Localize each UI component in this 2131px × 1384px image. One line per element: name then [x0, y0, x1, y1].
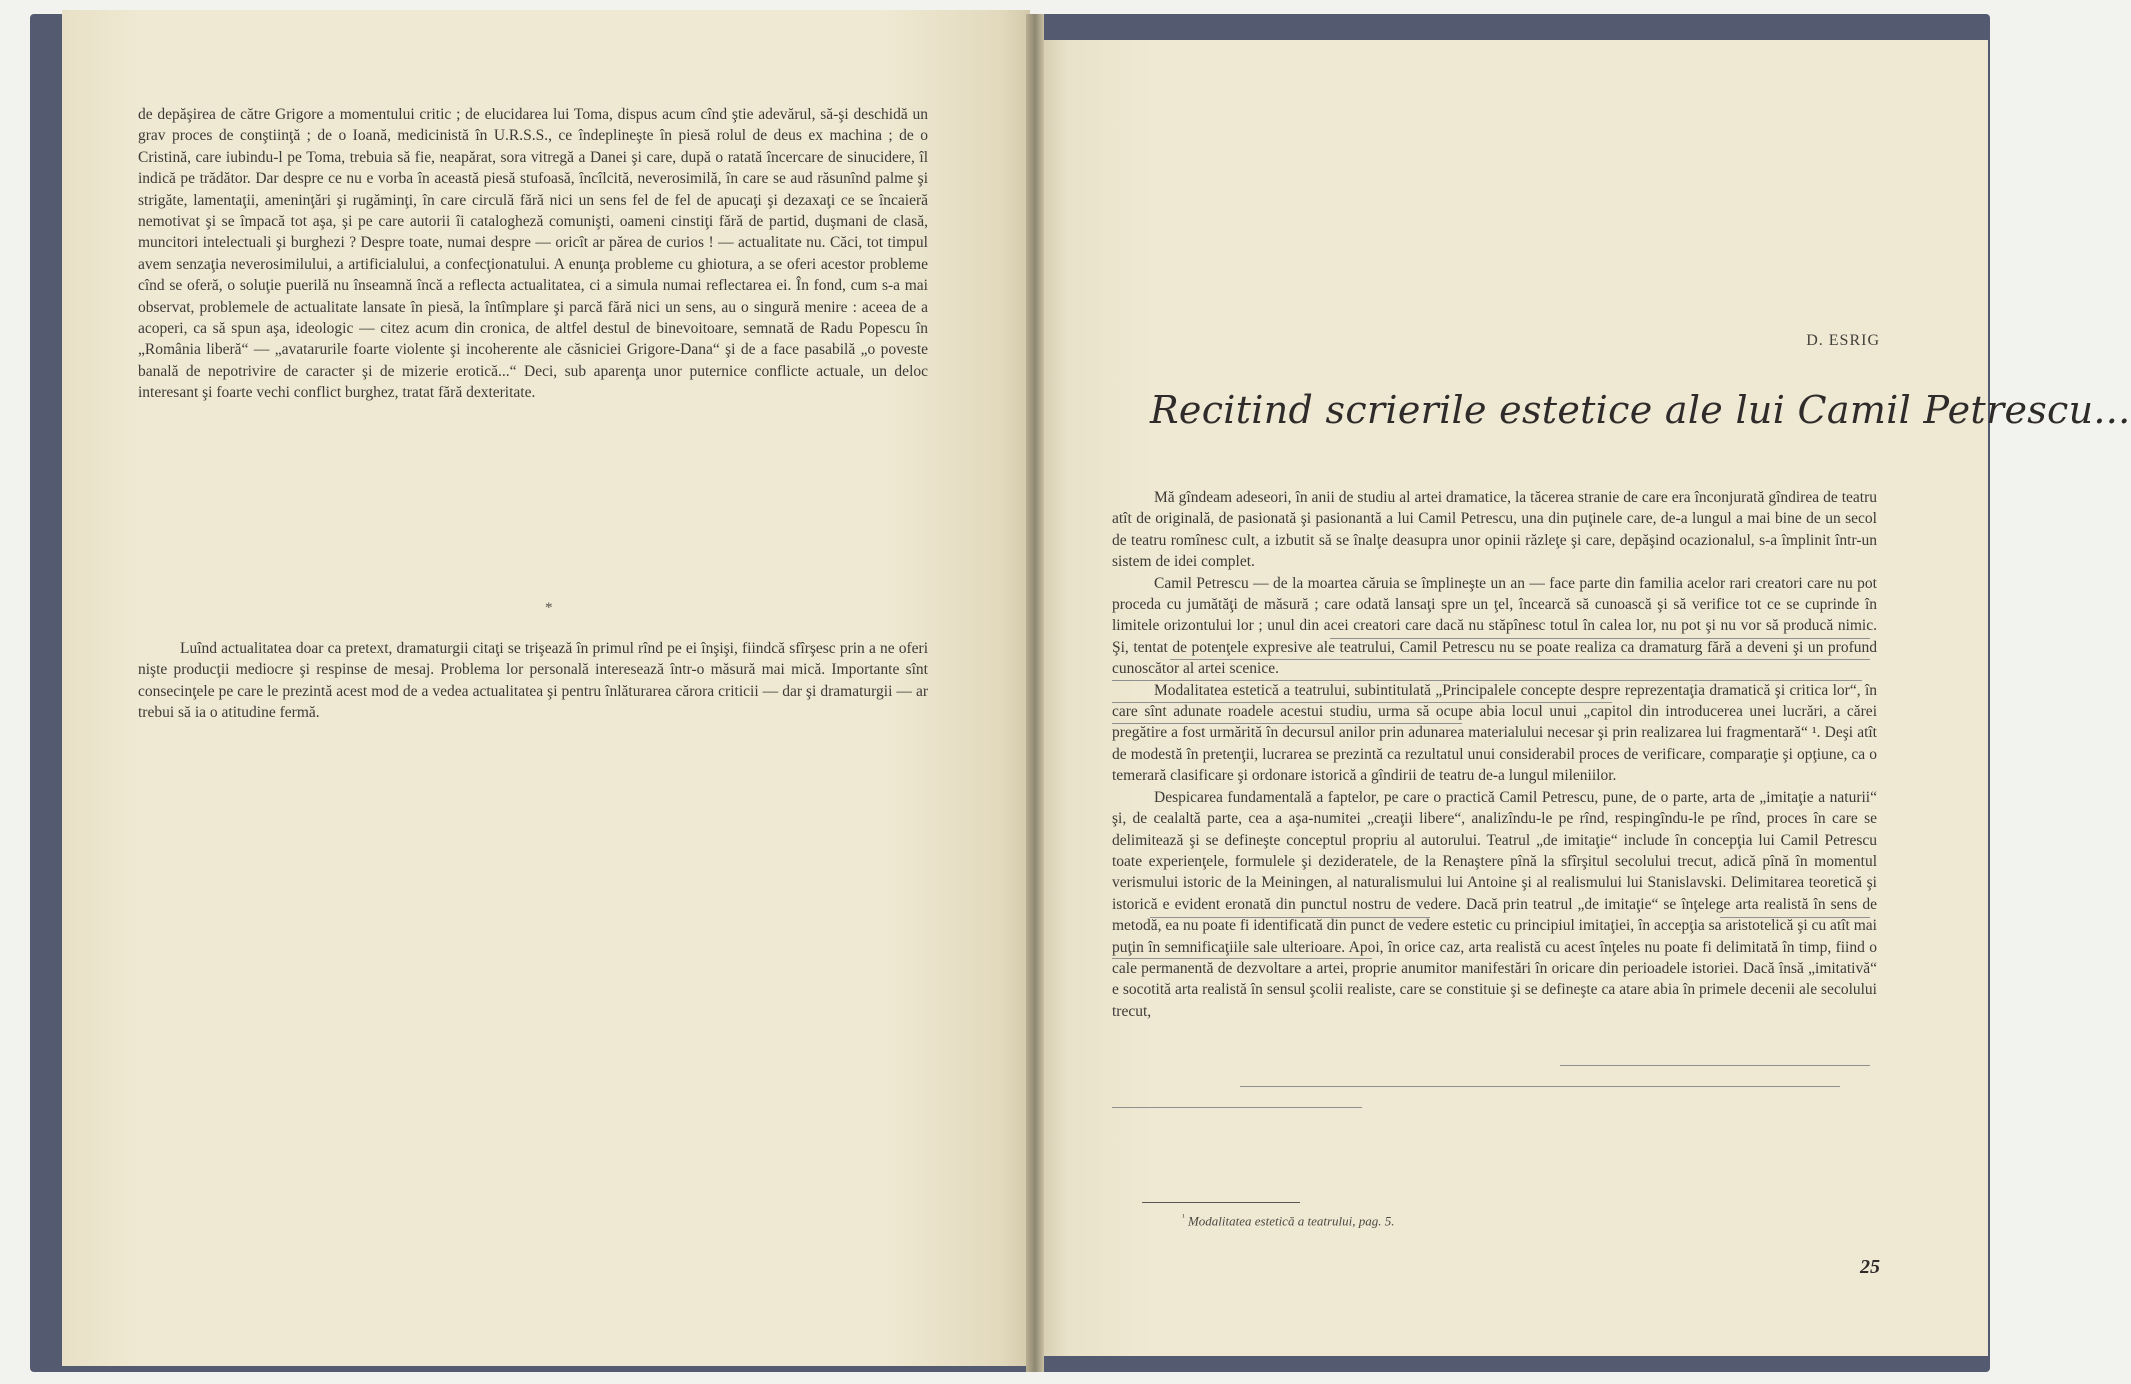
- article-paragraph-3: Modalitatea estetică a teatrului, subintitulată „Principalele concepte despre reprezentaţia dramatică şi critica lor“, în care sînt adunate roadele acestui studiu, urma să ocupe abia locul unui „capitol din introducerea unei lucrări, a cărei pregătire a fost urmărită în decursul anilor prin adunarea materialului necesar şi prin realizarea lui fragmentară“ ¹. Deşi atît de modestă în pretenţii, lucrarea se prezintă ca rezultatul unui considerabil proces de verificare, comparaţie şi opţiune, ca o temerară clasificare şi ordonare istorică a gîndirii de teatru de-a lungul mileniilor.: [1112, 681, 1877, 785]
- pencil-underline: [1240, 1086, 1840, 1087]
- left-page-text-continued: [138, 104, 928, 404]
- left-paragraph-1: de depăşirea de către Grigore a momentului critic ; de elucidarea lui Toma, dispus acum cînd ştie adevărul, să-şi deschidă un grav proces de conştiinţă ; de o Ioană, medicinistă în U.R.S.S., ce îndeplineşte în piesă rolul de deus ex machina ; de o Cristină, care iubindu-l pe Toma, trebuia să fie, neapărat, sora vitregă a Danei şi care, după o ratată încercare de sinucidere, îl indică pe trădător. Dar despre ce nu e vorba în această piesă stufoasă, încîlcită, neverosimilă, în care se aud răsunînd palme şi strigăte, lamentaţii, ameninţări şi rugăminţi, în care circulă fără nici un sens fel de fel de apucaţi şi dezaxaţi ce se încaieră nemotivat şi se împacă tot aşa, şi pe care autorii îi catalogheză comunişti, oameni cinstiţi fără de partid, duşmani de clasă, muncitori intelectuali şi burghezi ? Despre toate, numai despre — oricît ar părea de curios ! — actualitate nu. Căci, tot timpul avem senzaţia neverosimilului, a artificialului, a confecţionatului. A enunţa probleme cu ghiotura, a se oferi acestor probleme cînd se oferă, o soluţie puerilă nu înseamnă încă a reflecta actualitatea, ci a simula numai reflectarea ei. În fond, cum s-a mai observat, problemele de actualitate lansate în piesă, la întîmplare şi parcă fără nici un sens, au o singură menire : aceea de a acoperi, ca să spun aşa, ideologic — citez acum din cronica, de altfel destul de binevoitoare, semnată de Radu Popescu în „România liberă“ — „avatarurile foarte violente şi incoherente ale căsniciei Grigore-Dana“ şi de a face pasabilă „o poveste banală de nepotrivire de caracter şi de mizerie erotică...“ Deci, sub aparenţa unor puternice conflicte actuale, un deloc interesant şi foarte vechi conflict burghez, tratat fără dexteritate.: [138, 106, 928, 402]
- footnote: [1182, 1212, 1394, 1229]
- section-separator: *: [545, 600, 553, 616]
- footnote-text: Modalitatea estetică a teatrului, pag. 5.: [1187, 1213, 1395, 1229]
- pencil-underline: [1112, 702, 1612, 703]
- left-paragraph-2: Luînd actualitatea doar ca pretext, dramaturgii citaţi se trişează în primul rînd pe ei înşişi, fiindcă sfîrşesc prin a ne oferi nişte producţii mediocre şi respinse de mesaj. Problema lor personală interesează într-o măsură mai mică. Importante sînt consecinţele pe care le prezintă acest mod de a vedea actualitatea şi pentru înlăturarea cărora criticii — dar şi dramaturgii — ar trebui să ia o atitudine fermă.: [138, 640, 928, 722]
- pencil-underline: [1112, 680, 1862, 681]
- book-spine-gutter: [1026, 14, 1044, 1372]
- article-paragraph-2: Camil Petrescu — de la moartea căruia se împlineşte un an — face parte din familia acelor rari creatori care nu pot proceda cu jumătăţi de măsură ; care odată lansaţi spre un ţel, încearcă să cunoască şi să verifice tot ce se cuprinde în limitele orizontului lor ; unul din acei creatori care dacă nu stăpînesc totul în calea lor, nu pot şi nu vor să producă nimic. Şi, tentat de potenţele expresive ale teatrului, Camil Petrescu nu se poate realiza ca dramaturg fără a deveni şi un profund cunoscător al artei scenice.: [1112, 574, 1877, 678]
- pencil-underline: [1560, 1065, 1870, 1066]
- footnote-rule: [1142, 1202, 1300, 1203]
- footnote-marker: ¹: [1182, 1212, 1185, 1222]
- pencil-underline: [1112, 958, 1372, 959]
- pencil-underline: [1170, 659, 1870, 660]
- pencil-underline: [1330, 638, 1870, 639]
- article-author: D. ESRIG: [1806, 332, 1880, 349]
- article-paragraph-4: Despicarea fundamentală a faptelor, pe care o practică Camil Petrescu, pune, de o parte, arta de „imitaţie a naturii“ şi, de cealaltă parte, cea a aşa-numitei „creaţii libere“, analizîndu-le pe rînd, respingîndu-le pe rînd, proces în care se delimitează şi se defineşte conceptul propriu al autorului. Teatrul „de imitaţie“ include în concepţia lui Camil Petrescu toate experienţele, formulele şi dezideratele, de la Renaştere pînă la sfîrşitul secolului trecut, adică pînă în momentul verismului istoric de la Meiningen, al naturalismului lui Antoine şi al realismului lui Stanislavski. Delimitarea teoretică şi istorică e evident eronată din punctul nostru de vedere. Dacă prin teatrul „de imitaţie“ se înţelege arta realistă în sens de metodă, ea nu poate fi identificată din punct de vedere estetic cu principiul imitaţiei, în accepţia sa aristotelică şi cu atît mai puţin în semnificaţiile sale ulterioare. Apoi, în orice caz, arta realistă cu acest înţeles nu poate fi delimitată în timp, fiind o cale permanentă de dezvoltare a artei, proprie anumitor manifestări în oricare din perioadele istoriei. Dacă însă „imitativă“ e socotită arta realistă în sensul şcolii realiste, care se constituie şi se defineşte ca atare abia în primele decenii ale secolului trecut,: [1112, 788, 1877, 1020]
- pencil-underline: [1112, 723, 1462, 724]
- left-page-text-conclusion: [138, 638, 928, 724]
- article-paragraph-1: Mă gîndeam adeseori, în anii de studiu al artei dramatice, la tăcerea stranie de care era înconjurată gîndirea de teatru atît de originală, de pasionată şi pasionantă a lui Camil Petrescu, una din puţinele care, de-a lungul a mai bine de un secol de teatru romînesc cult, a izbutit să se înalţe deasupra unor opinii răzleţe şi care, depăşind ocazionalul, s-a împlinit într-un sistem de idei complet.: [1112, 489, 1877, 571]
- pencil-underline: [1150, 917, 1430, 918]
- pencil-underline: [1112, 1107, 1362, 1108]
- article-title: Recitind scrierile estetice ale lui Camil Petrescu...: [1150, 388, 2131, 432]
- page-number: 25: [1860, 1256, 1880, 1278]
- pencil-underline: [1720, 917, 1870, 918]
- article-body: [1112, 487, 1877, 1022]
